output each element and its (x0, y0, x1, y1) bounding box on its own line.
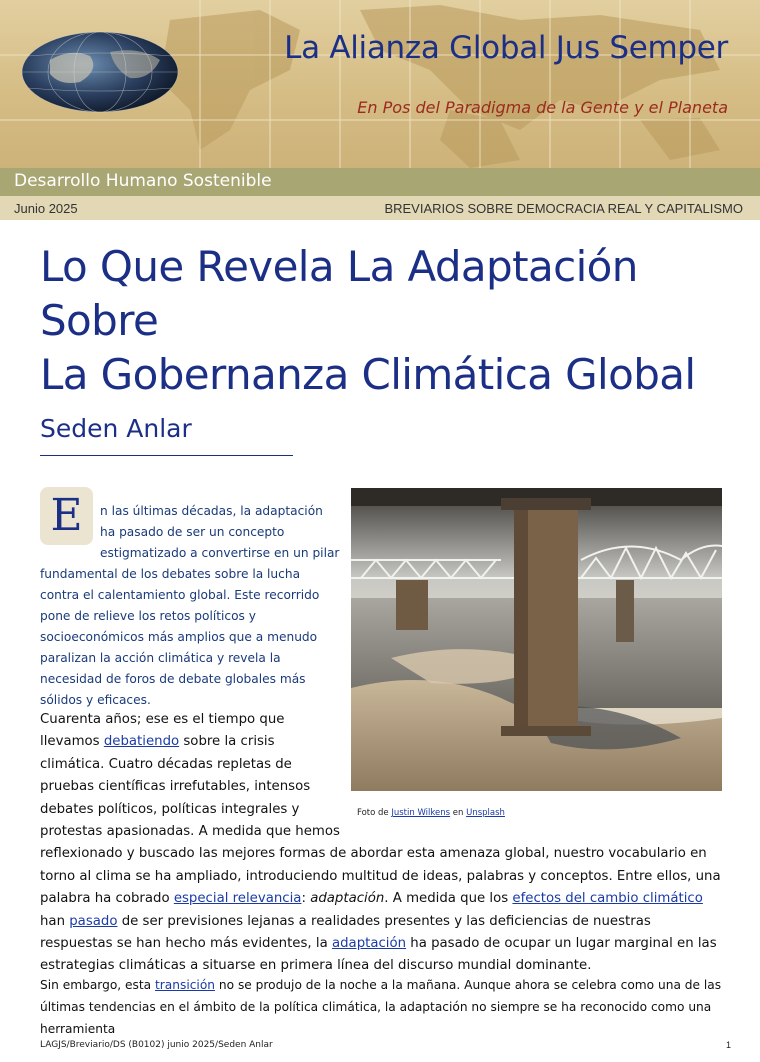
p2-text-1: Sin embargo, esta (40, 978, 156, 992)
link-transicion[interactable]: transición (155, 978, 216, 992)
p1-emphasis: adaptación (310, 891, 385, 907)
header-banner (0, 0, 760, 168)
p2-text-2: no se produjo de la noche a la mañana. Aunque ahora se celebra como una de las últimas tendencias en el ámbito de la política climática, la adaptación no siempre se ha reconocido como una herramienta (40, 978, 722, 1036)
photographer-link[interactable]: Justin Wilkens (391, 808, 451, 818)
link-especial-relevancia[interactable]: especial relevancia (173, 891, 302, 907)
globe-logo (20, 30, 180, 114)
body-paragraph-1 (40, 709, 725, 978)
page-number: 1 (726, 1040, 732, 1050)
lead-paragraph (40, 501, 340, 711)
footer-citation: LAGJS/Breviario/DS (B0102) junio 2025/Seden Anlar (40, 1040, 273, 1050)
title-line-1: Lo Que Revela La Adaptación Sobre (40, 242, 638, 345)
body-paragraph-2 (40, 974, 730, 1040)
org-title: La Alianza Global Jus Semper (284, 30, 728, 66)
article-title (40, 240, 740, 402)
section-label: Desarrollo Humano Sostenible (14, 171, 272, 191)
drop-cap-letter: E (50, 490, 83, 541)
p1-text-6: de ser previsiones lejanas a realidades presentes y las deficiencias de nuestras respuestas se han hecho más evidentes, la (40, 913, 651, 952)
caption-prefix: Foto de (357, 808, 392, 818)
meta-strip (0, 196, 760, 220)
section-strip (0, 168, 760, 196)
p1-text-4: . A medida que los (384, 891, 513, 907)
author-divider (40, 455, 293, 456)
link-debatiendo[interactable]: debatiendo (103, 734, 180, 750)
link-pasado[interactable]: pasado (69, 913, 118, 929)
p1-text-2: sobre la crisis climática. Cuatro décadas repletas de pruebas científicas irrefutables, intensos debates políticos, políticas integrales y protestas apasionadas. A medida que hemos reflexionado y buscado las mejores formas de abordar esta amenaza global, nuestro vocabulario en torno al clima se ha ampliado, introduciendo multitud de ideas, palabras y conceptos. Entre ellos, una palabra ha cobrado (40, 734, 721, 907)
unsplash-link[interactable]: Unsplash (466, 808, 505, 818)
link-adaptacion[interactable]: adaptación (331, 936, 407, 952)
author-name: Seden Anlar (40, 414, 192, 443)
caption-mid: en (450, 808, 467, 818)
series-name: BREVIARIOS SOBRE DEMOCRACIA REAL Y CAPITALISMO (384, 201, 743, 216)
p1-text-5: han (40, 913, 70, 929)
org-tagline: En Pos del Paradigma de la Gente y el Planeta (357, 98, 728, 117)
title-line-2: La Gobernanza Climática Global (40, 350, 696, 399)
lead-text: n las últimas décadas, la adaptación ha pasado de ser un concepto estigmatizado a convertirse en un pilar fundamental de los debates sobre la lucha contra el calentamiento global. Este recorrido pone de relieve los retos políticos y socioeconómicos más amplios que a menudo paralizan la acción climática y revela la necesidad de foros de debate globales más sólidos y eficaces. (40, 504, 340, 707)
p1-text-7: ha pasado de ocupar un lugar marginal en las estrategias climáticas a situarse en primera línea del discurso mundial dominante. (40, 936, 717, 974)
link-efectos-cambio-climatico[interactable]: efectos del cambio climático (512, 891, 703, 907)
publication-date: Junio 2025 (14, 201, 78, 216)
p1-text-3: : (301, 891, 311, 907)
p1-text-1: Cuarenta años; ese es el tiempo que llevamos (40, 712, 285, 750)
